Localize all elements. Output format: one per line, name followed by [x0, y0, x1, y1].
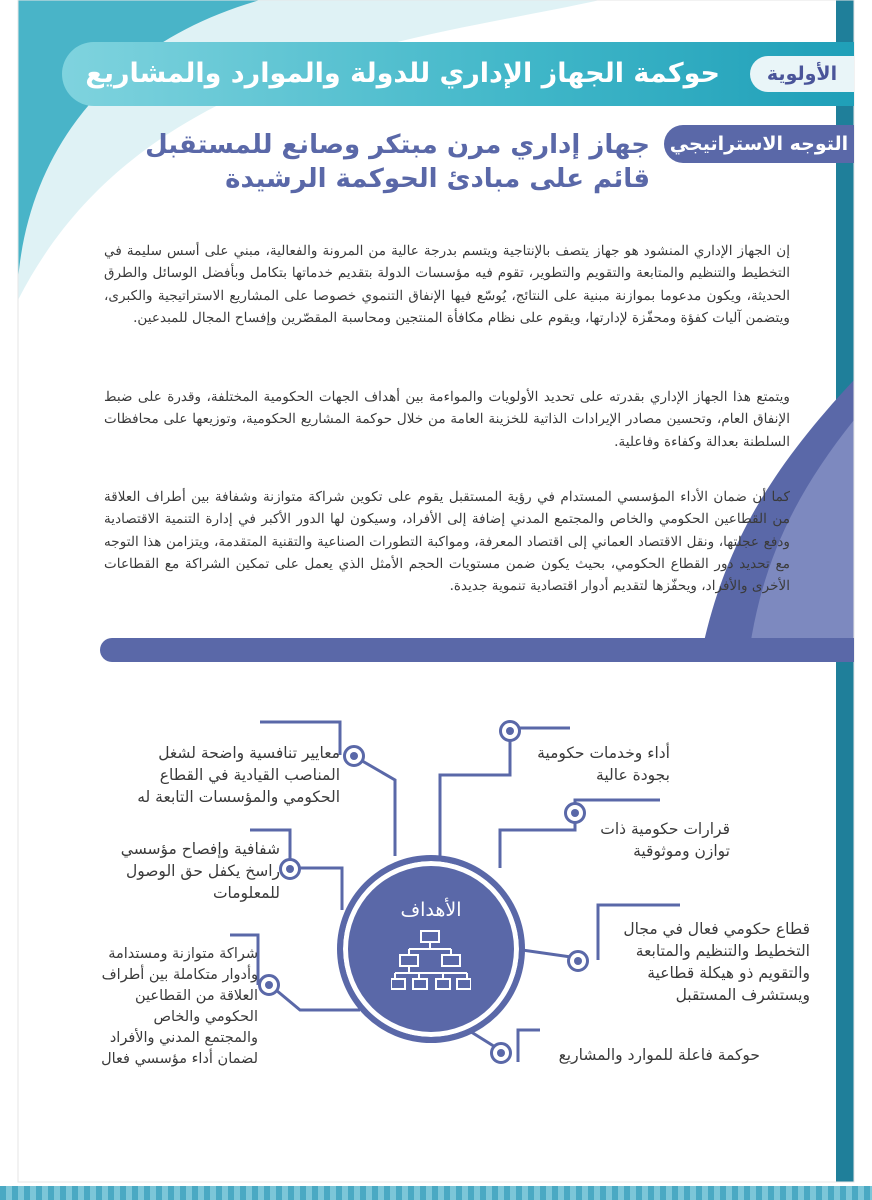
paragraph-2: ويتمتع هذا الجهاز الإداري بقدرته على تحديد الأولويات والمواءمة بين أهداف الجهات الحكومية المختلفة، وقدرة على ضبط الإنفاق العام، وتحسين مصادر الإيرادات الذاتية للخزينة العامة من خلال حوكمة المشاريع الحكومية، وتوزيعها على محافظات السلطنة بعدالة وكفاءة وفاعلية.: [104, 389, 790, 450]
goal-node-left-2: [279, 858, 301, 880]
bracket-right-2: [575, 800, 660, 812]
goal-left-1: معايير تنافسية واضحة لشغل المناصب القيادية في القطاع الحكومي والمؤسسات التابعة له: [137, 744, 340, 806]
header-title: حوكمة الجهاز الإداري للدولة والموارد والمشاريع: [85, 58, 720, 89]
goal-right-3: قطاع حكومي فعال في مجال التخطيط والتنظيم والمتابعة والتقويم ذو هيكلة قطاعية ويستشرف المستقبل: [623, 920, 810, 1004]
paragraph-3: كما أن ضمان الأداء المؤسسي المستدام في رؤية المستقبل يقوم على تكوين شراكة متوازنة وشفافة بين أطراف العلاقة من القطاعين الحكومي والخاص والمجتمع المدني إضافة إلى الأفراد، وسيكون لها الدور الأكبر في إدارة التنمية الاقتصادية ودفع عجلتها، ونقل الاقتصاد العماني إلى اقتصاد المعرفة، ومواكبة التطورات الصناعية والتقنية المتقدمة، ويتزامن هذا التوجه مع تحديد دور القطاع الحكومي، بحيث يكون ضمن مستويات الحجم الأمثل الذي يعمل على تمكين الشراكة مع القطاعات الأخرى والأفراد، ويحفّزها لتقديم أدوار اقتصادية تنموية جديدة.: [104, 489, 790, 595]
goal-node-right-4: [490, 1042, 512, 1064]
org-chart-icon: [391, 929, 471, 999]
connector-right-2: [500, 812, 575, 868]
goal-right-4: حوكمة فاعلة للموارد والمشاريع: [558, 1046, 760, 1064]
goal-right-2: قرارات حكومية ذات توازن وموثوقية: [600, 820, 730, 860]
goals-title: الأهداف: [400, 899, 462, 921]
connector-left-3: [270, 985, 360, 1010]
goal-node-right-3: [567, 950, 589, 972]
goal-node-left-1: [343, 745, 365, 767]
priority-label: الأولوية: [750, 56, 854, 92]
goal-left-2: شفافية وإفصاح مؤسسي راسخ يكفل حق الوصول للمعلومات: [120, 840, 280, 902]
goal-node-right-2: [564, 802, 586, 824]
goal-left-3: شراكة متوازنة ومستدامة وأدوار متكاملة بين أطراف العلاقة من القطاعين الحكومي والخاص والمجتمع المدني والأفراد لضمان أداء مؤسسي فعال: [101, 946, 258, 1067]
headline-line-2: قائم على مبادئ الحوكمة الرشيدة: [225, 164, 650, 194]
strategy-label: التوجه الاستراتيجي: [664, 125, 854, 163]
paragraph-1: إن الجهاز الإداري المنشود هو جهاز يتصف بالإنتاجية ويتسم بدرجة عالية من المرونة والفعالية، مبني على أسس سليمة في التخطيط والتنظيم والمتابعة والتقويم والتطوير، تقوم فيه مؤسسات الدولة بتقديم خدماتها بتكامل وبأفضل الوسائل والطرق الحديثة، ويكون مدعوما بموازنة مبنية على النتائج، يُوسّع فيها الإنفاق التنموي خصوصا على المشاريع الاستراتيجية والكبرى، ويتضمن آليات كفؤة ومحفّزة لإدارتها، ويقوم على نظام مكافأة المنتجين ومحاسبة المقصّرين وإفساح المجال للمبدعين.: [104, 243, 790, 326]
connector-left-1: [352, 755, 395, 856]
goals-hub: [340, 858, 522, 1040]
headline-line-1: جهاز إداري مرن مبتكر وصانع للمستقبل: [145, 130, 650, 160]
goal-node-left-3: [258, 974, 280, 996]
goal-node-right-1: [499, 720, 521, 742]
goal-right-1: أداء وخدمات حكومية بجودة عالية: [537, 744, 670, 784]
